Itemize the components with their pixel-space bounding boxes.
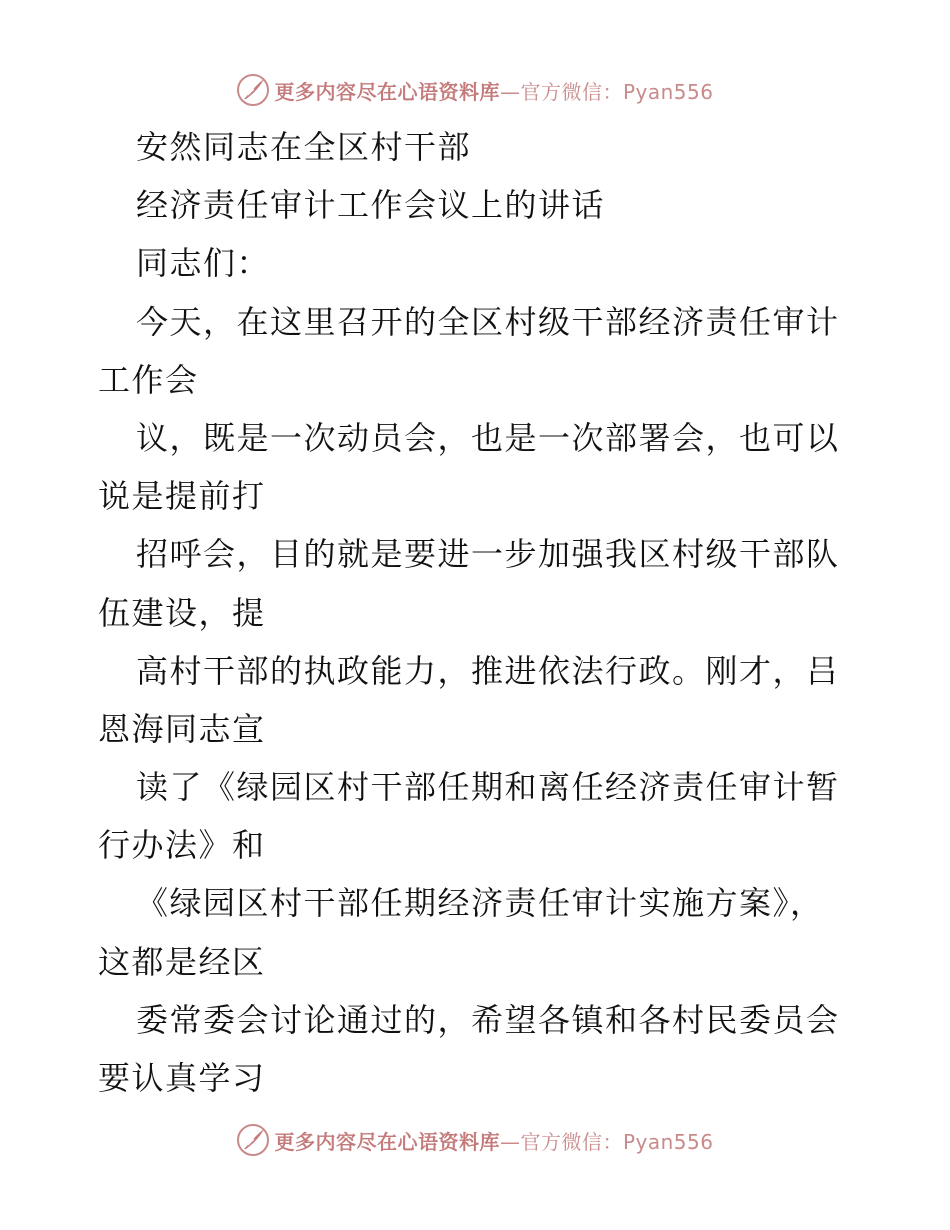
document-line: 行办法》和 bbox=[98, 826, 266, 865]
document-line: 今天，在这里召开的全区村级干部经济责任审计 bbox=[136, 302, 840, 341]
watermark-contact: —官方微信：Pyan556 bbox=[499, 79, 714, 104]
watermark-brand: 更多内容尽在心语资料库 bbox=[274, 79, 500, 104]
document-line: 这都是经区 bbox=[98, 942, 266, 981]
watermark-text bbox=[274, 1126, 713, 1155]
watermark-text bbox=[274, 76, 713, 105]
document-line: 工作会 bbox=[98, 360, 199, 399]
document-line: 委常委会讨论通过的，希望各镇和各村民委员会 bbox=[136, 1000, 840, 1039]
watermark-contact: —官方微信：Pyan556 bbox=[499, 1129, 714, 1154]
document-line: 伍建设，提 bbox=[98, 593, 266, 632]
document-line: 招呼会，目的就是要进一步加强我区村级干部队 bbox=[136, 535, 840, 574]
footer-watermark bbox=[0, 1120, 950, 1160]
document-line: 要认真学习 bbox=[98, 1059, 266, 1097]
feather-pen-logo-icon bbox=[236, 73, 270, 107]
document-line: 说是提前打 bbox=[98, 477, 266, 516]
document-line: 经济责任审计工作会议上的讲话 bbox=[136, 186, 606, 225]
document-line: 高村干部的执政能力，推进依法行政。刚才，吕 bbox=[136, 651, 840, 690]
document-line: 读了《绿园区村干部任期和离任经济责任审计暂 bbox=[136, 768, 840, 807]
header-watermark bbox=[0, 70, 950, 110]
document-line: 《绿园区村干部任期经济责任审计实施方案》， bbox=[136, 884, 824, 923]
document-line: 议，既是一次动员会，也是一次部署会，也可以 bbox=[136, 418, 840, 457]
document-body bbox=[98, 118, 858, 1107]
document-line: 安然同志在全区村干部 bbox=[136, 128, 472, 166]
document-line: 恩海同志宣 bbox=[98, 709, 266, 748]
document-line: 同志们： bbox=[136, 244, 271, 283]
watermark-brand: 更多内容尽在心语资料库 bbox=[274, 1129, 500, 1154]
feather-pen-logo-icon bbox=[236, 1123, 270, 1157]
